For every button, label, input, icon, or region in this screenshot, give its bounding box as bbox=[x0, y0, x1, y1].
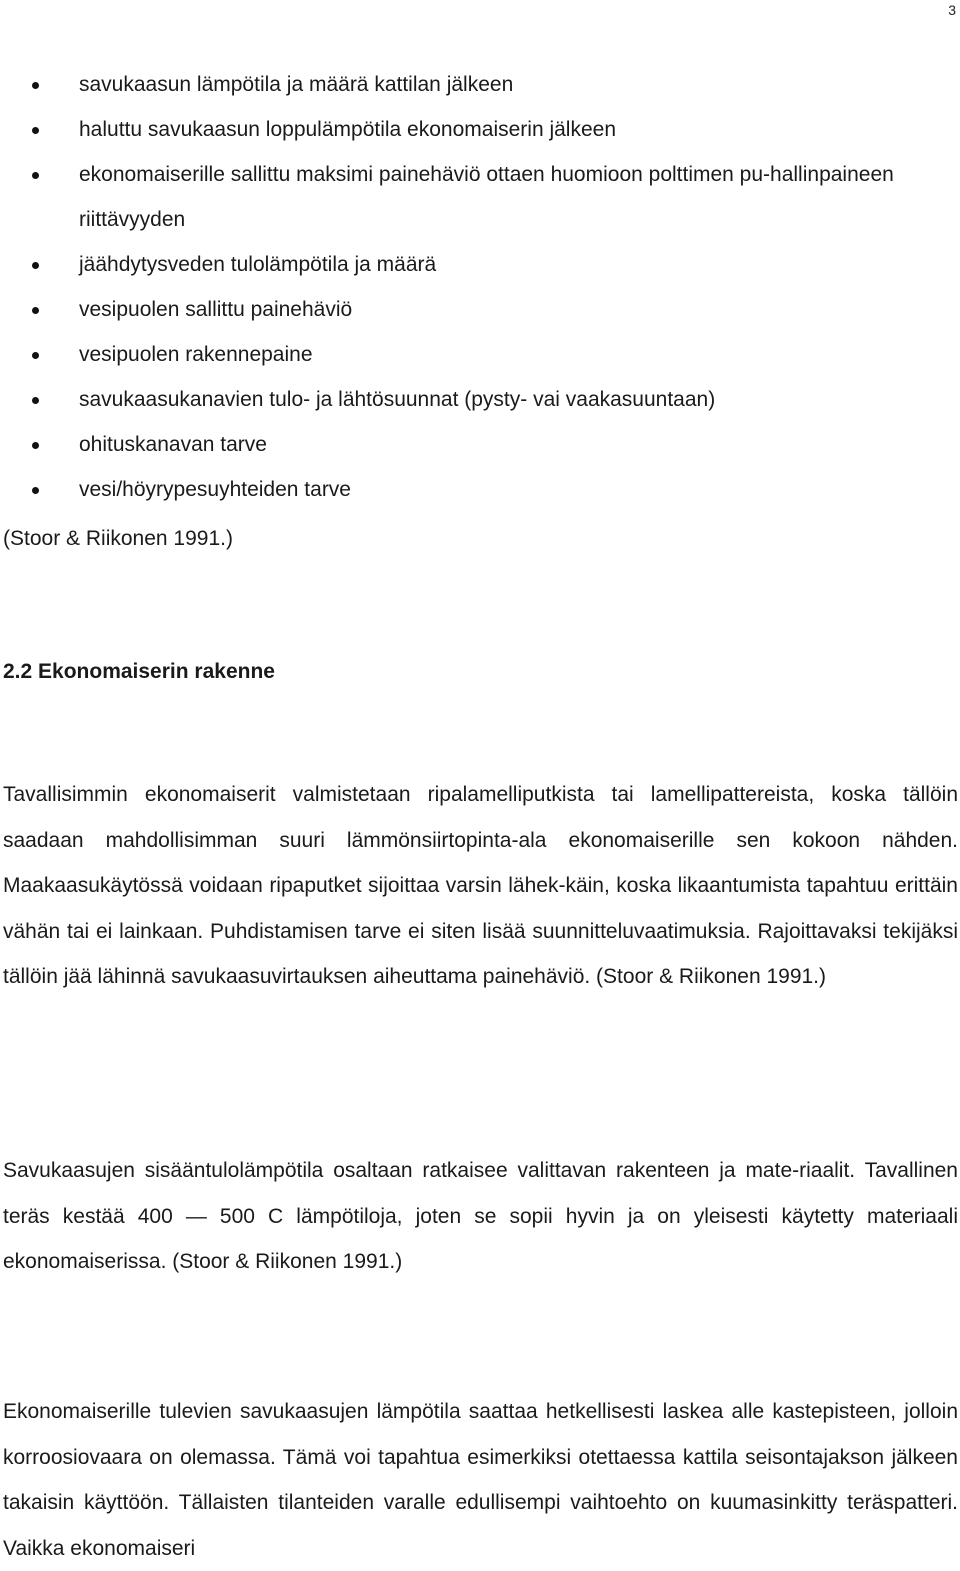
list-item-text: savukaasun lämpötila ja määrä kattilan jälkeen bbox=[79, 73, 514, 96]
list-item bbox=[0, 242, 960, 287]
list-citation: (Stoor & Riikonen 1991.) bbox=[3, 527, 233, 550]
list-item bbox=[0, 377, 960, 422]
list-item-text: vesipuolen rakennepaine bbox=[79, 343, 313, 366]
list-item bbox=[0, 152, 960, 242]
list-item-text: savukaasukanavien tulo- ja lähtösuunnat (pysty- vai vaakasuuntaan) bbox=[79, 388, 716, 411]
bullet-icon bbox=[32, 307, 39, 314]
list-item bbox=[0, 332, 960, 377]
list-item bbox=[0, 107, 960, 152]
bullet-icon bbox=[32, 82, 39, 89]
section-heading: 2.2 Ekonomaiserin rakenne bbox=[3, 660, 275, 683]
bullet-icon bbox=[32, 172, 39, 179]
list-item-text: vesi/höyrypesuyhteiden tarve bbox=[79, 478, 351, 501]
body-paragraph: Tavallisimmin ekonomaiserit valmistetaan ripalamelliputkista tai lamellipattereista, koska tällöin saadaan mahdollisimman suuri lämmönsiirtopinta-ala ekonomaiserille sen kokoon nähden. Maakaasukäytössä voidaan ripaputket sijoittaa varsin lähek-käin, koska likaantumista tapahtuu erittäin vähän tai ei lainkaan. Puhdistamisen tarve ei siten lisää suunnitteluvaatimuksia. Rajoittavaksi tekijäksi tällöin jää lähinnä savukaasuvirtauksen aiheuttama painehäviö. (Stoor & Riikonen 1991.) bbox=[3, 783, 958, 989]
list-item-text: haluttu savukaasun loppulämpötila ekonomaiserin jälkeen bbox=[79, 118, 617, 141]
page-number: 3 bbox=[948, 2, 956, 18]
bullet-icon bbox=[32, 397, 39, 404]
list-item bbox=[0, 467, 960, 512]
list-item bbox=[0, 287, 960, 332]
list-item-text: ohituskanavan tarve bbox=[79, 433, 267, 456]
body-paragraph: Savukaasujen sisääntulolämpötila osaltaan ratkaisee valittavan rakenteen ja mate-riaalit. Tavallinen teräs kestää 400 — 500 C lämpötiloja, joten se sopii hyvin ja on yleisesti käytetty materiaali ekonomaiserissa. (Stoor & Riikonen 1991.) bbox=[3, 1159, 958, 1274]
bullet-icon bbox=[32, 352, 39, 359]
list-item-text: ekonomaiserille sallittu maksimi painehäviö ottaen huomioon polttimen pu-hallinpaineen riittävyyden bbox=[79, 163, 894, 231]
list-item bbox=[0, 62, 960, 107]
bullet-icon bbox=[32, 487, 39, 494]
bullet-icon bbox=[32, 442, 39, 449]
body-paragraph: Ekonomaiserille tulevien savukaasujen lämpötila saattaa hetkellisesti laskea alle kastepisteen, jolloin korroosiovaara on olemassa. Tämä voi tapahtua esimerkiksi otettaessa kattila seisontajakson jälkeen takaisin käyttöön. Tällaisten tilanteiden varalle edullisempi vaihtoehto on kuumasinkitty teräspatteri. Vaikka ekonomaiseri bbox=[3, 1400, 958, 1560]
bullet-icon bbox=[32, 127, 39, 134]
requirements-bullet-list bbox=[0, 62, 960, 512]
list-item bbox=[0, 422, 960, 467]
list-item-text: vesipuolen sallittu painehäviö bbox=[79, 298, 353, 321]
list-item-text: jäähdytysveden tulolämpötila ja määrä bbox=[79, 253, 437, 276]
bullet-icon bbox=[32, 262, 39, 269]
